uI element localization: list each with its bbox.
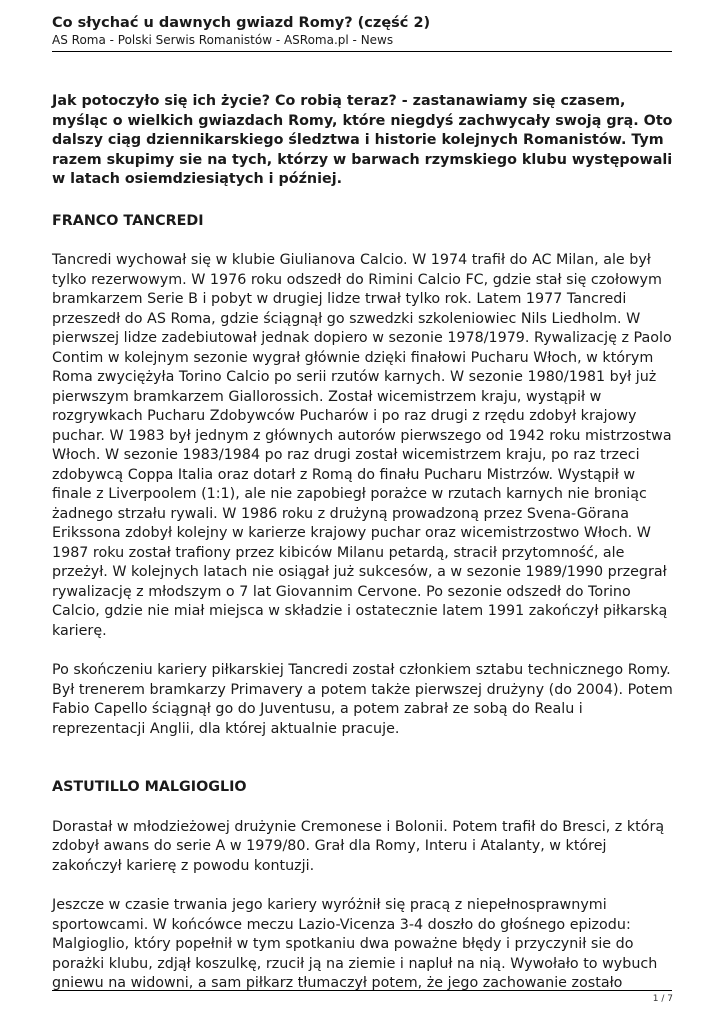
header-divider	[52, 51, 672, 52]
footer-divider	[52, 990, 672, 991]
paragraph-malgioglio-career: Dorastał w młodzieżowej drużynie Cremonese i Bolonii. Potem trafił do Bresci, z którą zdobył awans do serie A w 1979/80. Grał dla Romy, Interu i Atalanty, w której zakończył karierę z powodu kontuzji.	[52, 818, 665, 874]
article-lead: Jak potoczyło się ich życie? Co robią teraz? - zastanawiamy się czasem, myśląc o wielkich gwiazdach Romy, które niegdyś zachwycały swoją grą. Oto dalszy ciąg dziennikarskiego śledztwa i historie kolejnych Romanistów. Tym razem skupimy sie na tych, którzy w barwach rzymskiego klubu występowali w latach osiemdziesiątych i później.	[52, 93, 673, 187]
page-number: 1 / 7	[652, 994, 673, 1004]
section-heading-tancredi: FRANCO TANCREDI	[52, 212, 204, 229]
paragraph-malgioglio-episode: Jeszcze w czasie trwania jego kariery wyróżnił się pracą z niepełnosprawnymi sportowcami. W końcówce meczu Lazio-Vicenza 3-4 doszło do głośnego epizodu: Malgioglio, który popełnił w tym spotkaniu dwa poważne błędy i przyczynił sie do porażki klubu, zdjął koszulkę, rzucił ją na ziemie i napluł na nią. Wywołało to wybuch gniewu na widowni, a sam piłkarz tłumaczył potem, że jego zachowanie zostało	[52, 897, 658, 991]
page-title: Co słychać u dawnych gwiazd Romy? (część 2)	[52, 15, 431, 31]
page-subtitle: AS Roma - Polski Serwis Romanistów - ASRoma.pl - News	[52, 33, 394, 47]
section-heading-malgioglio: ASTUTILLO MALGIOGLIO	[52, 779, 247, 795]
paragraph-tancredi-career: Tancredi wychował się w klubie Giulianova Calcio. W 1974 trafił do AC Milan, ale był tylko rezerwowym. W 1976 roku odszedł do Rimini Calcio FC, gdzie stał się czołowym bramkarzem Serie B i pobyt w drugiej lidze trwał tylko rok. Latem 1977 Tancredi przeszedł do AS Roma, gdzie ściągnął go szwedzki szkoleniowiec Nils Liedholm. W pierwszej lidze zadebiutował jednak dopiero w sezonie 1978/1979. Rywalizację z Paolo Contim w kolejnym sezonie wygrał głównie dzięki finałowi Pucharu Włoch, w którym Roma zwyciężyła Torino Calcio po serii rzutów karnych. W sezonie 1980/1981 był już pierwszym bramkarzem Giallorossich. Został wicemistrzem kraju, wystąpił w rozgrywkach Pucharu Zdobywców Pucharów i po raz drugi z rzędu zdobył krajowy puchar. W 1983 był jednym z głównych autorów pierwszego od 1942 roku mistrzostwa Włoch. W sezonie 1983/1984 po raz drugi został wicemistrzem kraju, po raz trzeci zdobywcą Coppa Italia oraz dotarł z Romą do finału Pucharu Mistrzów. Wystąpił w finale z Liverpoolem (1:1), ale nie zapobiegł porażce w rzutach karnych nie broniąc żadnego strzału rywali. W 1986 roku z drużyną prowadzoną przez Svena-Görana Erikssona zdobył kolejny w karierze krajowy puchar oraz wicemistrzostwo Włoch. W 1987 roku został trafiony przez kibiców Milanu petardą, stracił przytomność, ale przeżył. W kolejnych latach nie osiągał już sukcesów, a w sezonie 1989/1990 przegrał rywalizację z młodszym o 7 lat Giovannim Cervone. Po sezonie odszedł do Torino Calcio, gdzie nie miał miejsca w składzie i ostatecznie latem 1991 zakończył piłkarską karierę.	[52, 252, 672, 639]
paragraph-tancredi-coaching: Po skończeniu kariery piłkarskiej Tancredi został członkiem sztabu technicznego Romy. Był trenerem bramkarzy Primavery a potem także pierwszej drużyny (do 2004). Potem Fabio Capello ściągnął go do Juventusu, a potem zabrał ze sobą do Realu i reprezentacji Anglii, dla której aktualnie pracuje.	[52, 662, 673, 737]
article-body	[52, 92, 674, 994]
page-header	[52, 14, 672, 48]
